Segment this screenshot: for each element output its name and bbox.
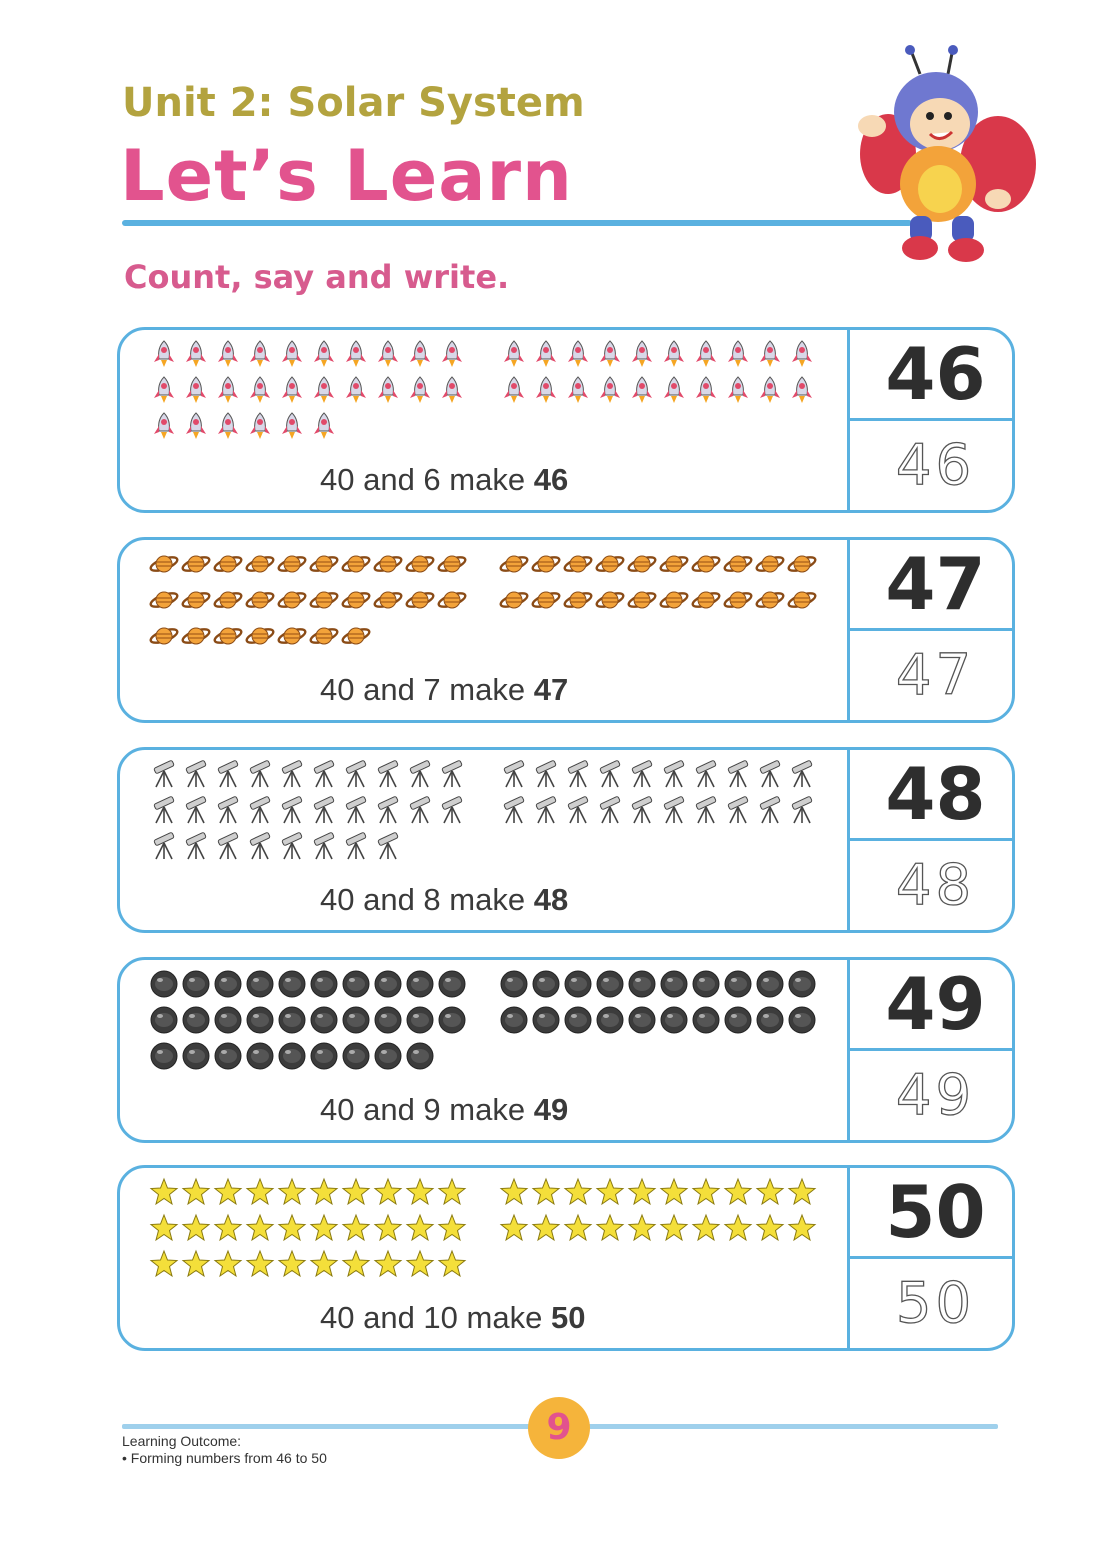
telescope-icon (148, 830, 180, 862)
telescope-icon (212, 830, 244, 862)
star-icon (436, 1248, 468, 1280)
saturn-icon (562, 548, 594, 580)
telescope-icon (340, 830, 372, 862)
telescope-icon (340, 794, 372, 826)
astronaut-helmet-icon (308, 1040, 340, 1072)
telescope-icon (626, 758, 658, 790)
rocket-icon (754, 338, 786, 370)
number-trace-field[interactable]: 50 (895, 1271, 976, 1336)
astronaut-helmet-icon (498, 1004, 530, 1036)
sentence-text: 40 and 8 make (320, 882, 534, 917)
star-icon (562, 1212, 594, 1244)
rocket-icon (754, 374, 786, 406)
rocket-icon (626, 338, 658, 370)
rocket-icon (308, 338, 340, 370)
count-sentence (320, 672, 568, 708)
rocket-icon (690, 374, 722, 406)
exercise-row (117, 537, 1015, 723)
telescope-icon (786, 758, 818, 790)
number-display: 48 (850, 750, 1015, 841)
star-icon (786, 1212, 818, 1244)
astronaut-helmet-icon (244, 1004, 276, 1036)
star-icon (148, 1248, 180, 1280)
astronaut-helmet-icon (340, 968, 372, 1000)
astronaut-helmet-icon (562, 968, 594, 1000)
telescope-icon (404, 758, 436, 790)
star-icon (372, 1176, 404, 1208)
astronaut-helmet-icon (244, 1040, 276, 1072)
astronaut-helmet-icon (212, 1004, 244, 1036)
telescope-icon (530, 758, 562, 790)
astronaut-helmet-icon (180, 1004, 212, 1036)
astronaut-helmet-icon (722, 1004, 754, 1036)
saturn-icon (148, 548, 180, 580)
saturn-icon (594, 584, 626, 616)
rocket-icon (308, 374, 340, 406)
astronaut-helmet-icon (212, 1040, 244, 1072)
telescope-icon (404, 794, 436, 826)
saturn-icon (786, 584, 818, 616)
rocket-icon (658, 374, 690, 406)
astronaut-helmet-icon (180, 968, 212, 1000)
number-panel (847, 750, 1015, 930)
saturn-icon (180, 584, 212, 616)
rocket-icon (436, 374, 468, 406)
star-icon (340, 1176, 372, 1208)
count-sentence (320, 882, 568, 918)
telescope-icon (244, 830, 276, 862)
rocket-icon (212, 338, 244, 370)
telescope-icon (372, 758, 404, 790)
number-display: 50 (850, 1168, 1015, 1259)
astronaut-helmet-icon (404, 1004, 436, 1036)
rocket-icon (180, 410, 212, 442)
exercise-row (117, 957, 1015, 1143)
rocket-icon (658, 338, 690, 370)
star-icon (404, 1212, 436, 1244)
telescope-icon (276, 758, 308, 790)
saturn-icon (498, 548, 530, 580)
saturn-icon (340, 620, 372, 652)
astronaut-helmet-icon (340, 1040, 372, 1072)
number-panel (847, 1168, 1015, 1348)
saturn-icon (340, 584, 372, 616)
astronaut-helmet-icon (658, 1004, 690, 1036)
astronaut-helmet-icon (372, 1040, 404, 1072)
star-icon (626, 1212, 658, 1244)
telescope-icon (180, 794, 212, 826)
astronaut-helmet-icon (148, 968, 180, 1000)
saturn-icon (530, 584, 562, 616)
astronaut-helmet-icon (690, 1004, 722, 1036)
astronaut-helmet-icon (498, 968, 530, 1000)
astronaut-helmet-icon (658, 968, 690, 1000)
rocket-icon (722, 374, 754, 406)
star-icon (308, 1212, 340, 1244)
telescope-icon (658, 758, 690, 790)
saturn-icon (754, 584, 786, 616)
rocket-icon (436, 338, 468, 370)
star-icon (722, 1176, 754, 1208)
telescope-icon (148, 758, 180, 790)
rocket-icon (562, 374, 594, 406)
saturn-icon (626, 548, 658, 580)
saturn-icon (530, 548, 562, 580)
instruction-text: Count, say and write. (124, 258, 510, 296)
rocket-icon (594, 374, 626, 406)
rocket-icon (786, 338, 818, 370)
saturn-icon (404, 584, 436, 616)
astronaut-helmet-icon (148, 1040, 180, 1072)
star-icon (148, 1176, 180, 1208)
star-icon (404, 1176, 436, 1208)
star-icon (404, 1248, 436, 1280)
rocket-icon (340, 338, 372, 370)
star-icon (244, 1248, 276, 1280)
star-icon (658, 1176, 690, 1208)
astronaut-helmet-icon (244, 968, 276, 1000)
count-sentence (320, 1092, 568, 1128)
saturn-icon (276, 584, 308, 616)
exercise-row (117, 747, 1015, 933)
sentence-total: 49 (533, 1092, 569, 1127)
telescope-icon (308, 830, 340, 862)
bug-mascot-illustration (848, 44, 1038, 269)
telescope-icon (436, 794, 468, 826)
saturn-icon (244, 584, 276, 616)
unit-title: Unit 2: Solar System (122, 80, 585, 126)
counting-area (120, 1168, 847, 1348)
astronaut-helmet-icon (626, 968, 658, 1000)
telescope-icon (754, 794, 786, 826)
star-icon (372, 1212, 404, 1244)
star-icon (276, 1248, 308, 1280)
rocket-icon (148, 374, 180, 406)
star-icon (372, 1248, 404, 1280)
number-panel (847, 330, 1015, 510)
rocket-icon (340, 374, 372, 406)
astronaut-helmet-icon (594, 968, 626, 1000)
number-panel (847, 540, 1015, 720)
count-sentence (320, 1300, 585, 1336)
rocket-icon (530, 338, 562, 370)
astronaut-helmet-icon (372, 1004, 404, 1036)
telescope-icon (690, 758, 722, 790)
outcome-heading: Learning Outcome: (122, 1433, 242, 1449)
number-trace-field[interactable]: 49 (895, 1063, 976, 1128)
rocket-icon (626, 374, 658, 406)
star-icon (498, 1176, 530, 1208)
rocket-icon (276, 410, 308, 442)
telescope-icon (276, 794, 308, 826)
sentence-text: 40 and 6 make (320, 462, 534, 497)
saturn-icon (690, 548, 722, 580)
star-icon (276, 1176, 308, 1208)
number-panel (847, 960, 1015, 1140)
star-icon (594, 1212, 626, 1244)
rocket-icon (786, 374, 818, 406)
saturn-icon (436, 548, 468, 580)
rocket-icon (530, 374, 562, 406)
star-icon (626, 1176, 658, 1208)
rocket-icon (562, 338, 594, 370)
title-divider (122, 220, 912, 226)
number-trace-field[interactable]: 46 (895, 433, 976, 498)
page-number: 9 (528, 1397, 590, 1459)
saturn-icon (404, 548, 436, 580)
rocket-icon (276, 338, 308, 370)
telescope-icon (626, 794, 658, 826)
telescope-icon (244, 758, 276, 790)
saturn-icon (212, 548, 244, 580)
telescope-icon (372, 830, 404, 862)
astronaut-helmet-icon (180, 1040, 212, 1072)
saturn-icon (690, 584, 722, 616)
rocket-icon (404, 338, 436, 370)
sentence-total: 48 (533, 882, 569, 917)
exercise-row (117, 327, 1015, 513)
saturn-icon (372, 584, 404, 616)
telescope-icon (722, 758, 754, 790)
rocket-icon (404, 374, 436, 406)
astronaut-helmet-icon (594, 1004, 626, 1036)
saturn-icon (180, 548, 212, 580)
rocket-icon (276, 374, 308, 406)
number-display: 46 (850, 330, 1015, 421)
outcome-item: • Forming numbers from 46 to 50 (122, 1450, 327, 1466)
sentence-text: 40 and 9 make (320, 1092, 534, 1127)
rocket-icon (180, 338, 212, 370)
telescope-icon (212, 794, 244, 826)
star-icon (308, 1176, 340, 1208)
rocket-icon (498, 374, 530, 406)
astronaut-helmet-icon (404, 968, 436, 1000)
astronaut-helmet-icon (148, 1004, 180, 1036)
astronaut-helmet-icon (530, 968, 562, 1000)
astronaut-helmet-icon (626, 1004, 658, 1036)
counting-area (120, 750, 847, 930)
star-icon (308, 1248, 340, 1280)
counting-area (120, 960, 847, 1140)
saturn-icon (180, 620, 212, 652)
astronaut-helmet-icon (562, 1004, 594, 1036)
number-trace-field[interactable]: 48 (895, 853, 976, 918)
star-icon (340, 1248, 372, 1280)
telescope-icon (690, 794, 722, 826)
counting-area (120, 540, 847, 720)
number-display: 49 (850, 960, 1015, 1051)
telescope-icon (276, 830, 308, 862)
rocket-icon (244, 338, 276, 370)
telescope-icon (244, 794, 276, 826)
telescope-icon (308, 758, 340, 790)
saturn-icon (148, 620, 180, 652)
learning-outcome (122, 1433, 327, 1467)
astronaut-helmet-icon (786, 968, 818, 1000)
telescope-icon (786, 794, 818, 826)
astronaut-helmet-icon (754, 1004, 786, 1036)
star-icon (212, 1176, 244, 1208)
page-title: Let’s Learn (120, 135, 573, 217)
telescope-icon (212, 758, 244, 790)
rocket-icon (244, 410, 276, 442)
rocket-icon (690, 338, 722, 370)
telescope-icon (562, 794, 594, 826)
saturn-icon (754, 548, 786, 580)
star-icon (212, 1212, 244, 1244)
star-icon (786, 1176, 818, 1208)
rocket-icon (372, 338, 404, 370)
astronaut-helmet-icon (308, 968, 340, 1000)
rocket-icon (372, 374, 404, 406)
star-icon (690, 1176, 722, 1208)
sentence-text: 40 and 7 make (320, 672, 534, 707)
saturn-icon (594, 548, 626, 580)
counting-area (120, 330, 847, 510)
saturn-icon (498, 584, 530, 616)
astronaut-helmet-icon (276, 968, 308, 1000)
saturn-icon (372, 548, 404, 580)
telescope-icon (658, 794, 690, 826)
telescope-icon (180, 830, 212, 862)
star-icon (754, 1212, 786, 1244)
star-icon (180, 1176, 212, 1208)
telescope-icon (498, 758, 530, 790)
saturn-icon (308, 548, 340, 580)
astronaut-helmet-icon (436, 968, 468, 1000)
telescope-icon (722, 794, 754, 826)
telescope-icon (340, 758, 372, 790)
saturn-icon (308, 620, 340, 652)
star-icon (244, 1176, 276, 1208)
saturn-icon (212, 584, 244, 616)
star-icon (244, 1212, 276, 1244)
astronaut-helmet-icon (690, 968, 722, 1000)
star-icon (276, 1212, 308, 1244)
astronaut-helmet-icon (722, 968, 754, 1000)
telescope-icon (148, 794, 180, 826)
star-icon (340, 1212, 372, 1244)
saturn-icon (212, 620, 244, 652)
telescope-icon (594, 794, 626, 826)
star-icon (212, 1248, 244, 1280)
exercise-row (117, 1165, 1015, 1351)
telescope-icon (562, 758, 594, 790)
star-icon (498, 1212, 530, 1244)
number-trace-field[interactable]: 47 (895, 643, 976, 708)
rocket-icon (148, 410, 180, 442)
star-icon (530, 1212, 562, 1244)
star-icon (148, 1212, 180, 1244)
astronaut-helmet-icon (340, 1004, 372, 1036)
rocket-icon (180, 374, 212, 406)
star-icon (180, 1212, 212, 1244)
star-icon (754, 1176, 786, 1208)
astronaut-helmet-icon (276, 1040, 308, 1072)
telescope-icon (308, 794, 340, 826)
astronaut-helmet-icon (276, 1004, 308, 1036)
saturn-icon (722, 548, 754, 580)
astronaut-helmet-icon (372, 968, 404, 1000)
astronaut-helmet-icon (436, 1004, 468, 1036)
astronaut-helmet-icon (786, 1004, 818, 1036)
saturn-icon (658, 548, 690, 580)
star-icon (562, 1176, 594, 1208)
telescope-icon (372, 794, 404, 826)
count-sentence (320, 462, 568, 498)
saturn-icon (276, 548, 308, 580)
sentence-total: 46 (533, 462, 569, 497)
telescope-icon (180, 758, 212, 790)
saturn-icon (658, 584, 690, 616)
saturn-icon (244, 620, 276, 652)
astronaut-helmet-icon (754, 968, 786, 1000)
saturn-icon (148, 584, 180, 616)
saturn-icon (436, 584, 468, 616)
telescope-icon (530, 794, 562, 826)
rocket-icon (498, 338, 530, 370)
saturn-icon (340, 548, 372, 580)
astronaut-helmet-icon (404, 1040, 436, 1072)
saturn-icon (308, 584, 340, 616)
star-icon (436, 1212, 468, 1244)
star-icon (722, 1212, 754, 1244)
saturn-icon (722, 584, 754, 616)
rocket-icon (212, 374, 244, 406)
telescope-icon (436, 758, 468, 790)
number-display: 47 (850, 540, 1015, 631)
star-icon (658, 1212, 690, 1244)
rocket-icon (244, 374, 276, 406)
sentence-total: 47 (533, 672, 569, 707)
astronaut-helmet-icon (212, 968, 244, 1000)
saturn-icon (562, 584, 594, 616)
astronaut-helmet-icon (530, 1004, 562, 1036)
rocket-icon (148, 338, 180, 370)
telescope-icon (594, 758, 626, 790)
star-icon (690, 1212, 722, 1244)
sentence-total: 50 (550, 1300, 586, 1335)
telescope-icon (754, 758, 786, 790)
rocket-icon (594, 338, 626, 370)
rocket-icon (722, 338, 754, 370)
saturn-icon (276, 620, 308, 652)
astronaut-helmet-icon (308, 1004, 340, 1036)
saturn-icon (244, 548, 276, 580)
star-icon (180, 1248, 212, 1280)
rocket-icon (308, 410, 340, 442)
sentence-text: 40 and 10 make (320, 1300, 551, 1335)
saturn-icon (786, 548, 818, 580)
star-icon (530, 1176, 562, 1208)
telescope-icon (498, 794, 530, 826)
star-icon (436, 1176, 468, 1208)
star-icon (594, 1176, 626, 1208)
saturn-icon (626, 584, 658, 616)
rocket-icon (212, 410, 244, 442)
